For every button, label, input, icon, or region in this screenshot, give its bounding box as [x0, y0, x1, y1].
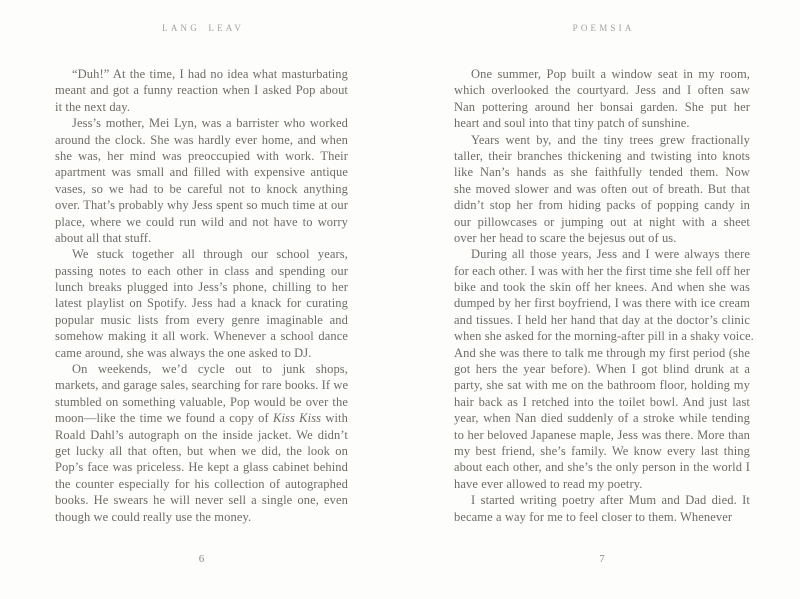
text-line: bike and took the skin off her knees. And when she was [454, 280, 750, 295]
text-line: for each other. I was with her the first time she fell off her [454, 263, 750, 278]
text-line: over. That’s probably why Jess spent so much time at our [55, 198, 348, 213]
text-line: hair back as I retched into the toilet bowl. And just last [454, 394, 750, 409]
text-line: our pillowcases or jumping out at night with a sheet [454, 214, 750, 229]
text-line: party, she sat with me on the bathroom floor, holding my [454, 378, 750, 393]
text-line: and tissues. I held her hand that day at the doctor’s clinic [454, 312, 750, 327]
book-page-left [55, 0, 348, 599]
text-line: when she asked for the morning-after pill in a shaky voice. [454, 329, 754, 344]
text-line: We stuck together all through our school years, [72, 247, 348, 262]
text-line: she was, her mind was preoccupied with work. Their [55, 148, 348, 163]
text-line: place, where we could run wild and not have to worry [55, 214, 348, 229]
text-line: latest playlist on Spotify. Jess had a knack for curating [55, 296, 348, 311]
text-line: moon—like the time we found a copy of Kiss Kiss with [55, 411, 348, 426]
text-line: which overlooked the courtyard. Jess and I often saw [454, 83, 750, 98]
text-line: And she was there to talk me through my first period (she [454, 345, 750, 360]
text-line: Nan pottering around her bonsai garden. She put her [454, 99, 750, 114]
text-line: came around, she was always the one asked to DJ. [55, 345, 312, 360]
paragraph [454, 246, 754, 492]
text-line: Jess’s mother, Mei Lyn, was a barrister who worked [72, 116, 348, 131]
text-line: like Nan’s hands as she faithfully tended them. Now [454, 165, 750, 180]
text-line: books. He swears he will never sell a single one, even [55, 493, 348, 508]
text-line: taller, their branches thickening and twisting into knots [454, 148, 750, 163]
page-number-right: 7 [599, 553, 605, 565]
page-body [55, 66, 348, 525]
text-line: have ever allowed to read my poetry. [454, 476, 643, 491]
text-line: markets, and garage sales, searching for rare books. If we [55, 378, 349, 393]
paragraph [454, 132, 750, 247]
book-page-right [454, 0, 754, 599]
text-line: Years went by, and the tiny trees grew fractionally [471, 132, 750, 147]
text-line: One summer, Pop built a window seat in my room, [471, 67, 750, 81]
text-line: stumbled on something valuable, Pop would be over the [55, 394, 348, 409]
text-line: passing notes to each other in class and spending our [55, 263, 348, 278]
text-line: didn’t stop her from hiding packs of popping candy in [454, 198, 750, 213]
text-line: lunch breaks plugged into Jess’s phone, chilling to her [55, 280, 348, 295]
text-line: meant and got a funny reaction when I asked Pop about [55, 83, 348, 98]
text-line: it the next day. [55, 99, 131, 114]
text-line: over her head to scare the bejesus out of us. [454, 230, 677, 245]
text-line: “Duh!” At the time, I had no idea what masturbating [72, 67, 348, 81]
text-line: I started writing poetry after Mum and Dad died. It [471, 493, 750, 508]
text-line: Roald Dahl’s autograph on the inside jacket. We didn’t [55, 427, 348, 442]
text-line: around the clock. She was hardly ever home, and when [55, 132, 348, 147]
paragraph [55, 66, 348, 115]
text-line: popular music lists from every genre imaginable and [55, 312, 348, 327]
paragraph [55, 246, 348, 361]
running-header-left: LANG LEAV [162, 23, 245, 33]
text-line: about all that stuff. [55, 230, 152, 245]
paragraph [454, 492, 750, 525]
text-line: dumped by her first boyfriend, I was there with ice cream [454, 296, 750, 311]
text-line: about each other, and she’s the only person in the world I [454, 460, 750, 475]
page-number-left: 6 [198, 553, 205, 565]
text-line: the counter especially for his collection of autographed [55, 476, 348, 491]
text-line: apartment was small and filled with expensive antique [55, 165, 348, 180]
page-body [454, 66, 754, 525]
text-line: to her beloved Japanese maple, Jess was there. More than [454, 427, 750, 442]
paragraph [55, 115, 348, 246]
text-line: my best friend, she’s family. We know every last thing [454, 443, 750, 458]
text-line: On weekends, we’d cycle out to junk shops, [72, 362, 348, 377]
text-line: heart and soul into that tiny patch of sunshine. [454, 116, 690, 131]
running-header-right: POEMSIA [572, 23, 635, 33]
text-line: somehow making it all work. Whenever a school dance [55, 329, 348, 344]
paragraph [55, 361, 348, 525]
text-line: vases, so we had to be careful not to knock anything [55, 181, 348, 196]
text-line: she moved slower and was often out of breath. But that [454, 181, 750, 196]
text-line: became a way for me to feel closer to them. Whenever [454, 509, 733, 524]
text-line: year, when Nan died suddenly of a stroke while tending [454, 411, 750, 426]
text-line: got hers the year before). When I got blind drunk at a [454, 362, 750, 377]
paragraph [454, 66, 750, 132]
text-line: Pop’s face was priceless. He kept a glass cabinet behind [55, 460, 348, 475]
text-line: though we could really use the money. [55, 509, 252, 524]
text-line: During all those years, Jess and I were always there [471, 247, 750, 262]
text-line: get lucky all that often, but when we did, the look on [55, 443, 348, 458]
